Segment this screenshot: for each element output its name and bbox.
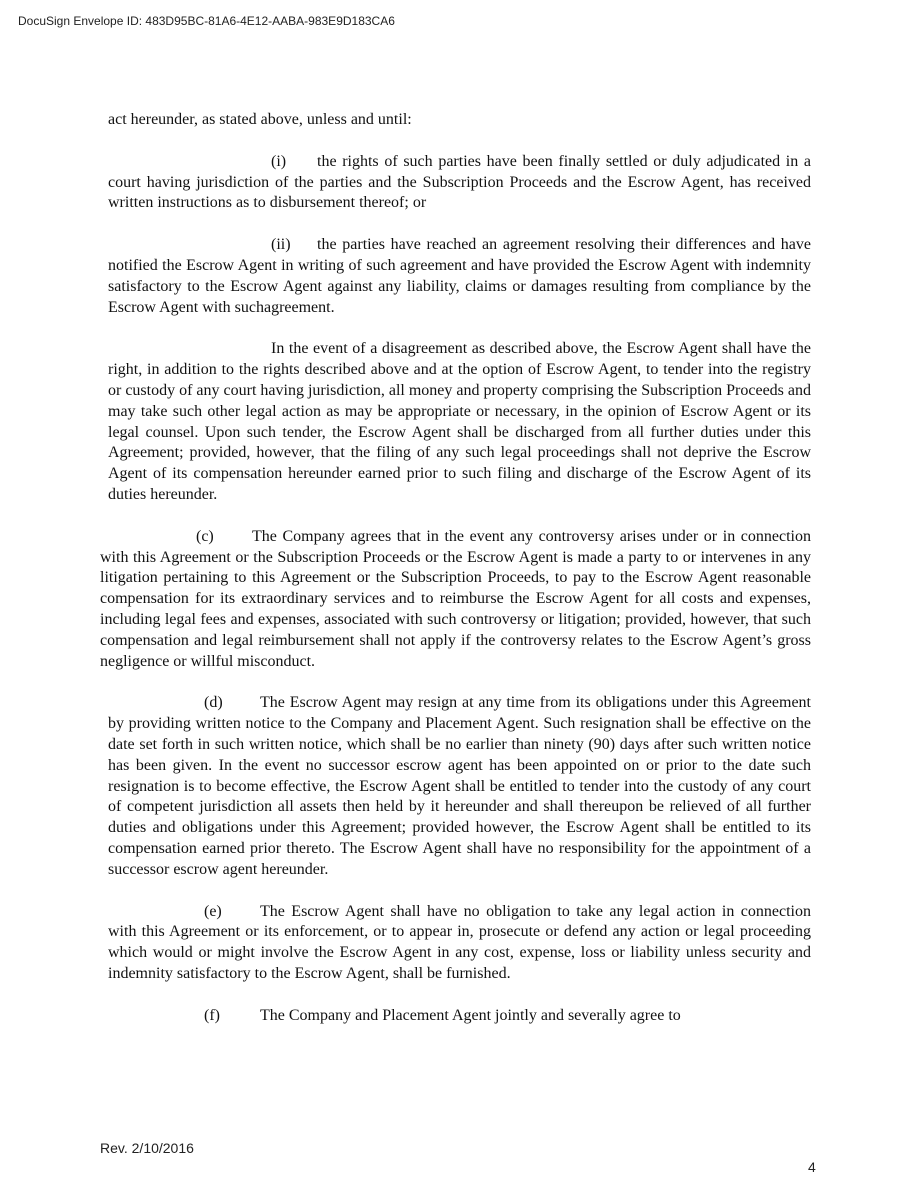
section-d-label: (d)	[204, 694, 223, 712]
disagreement-paragraph	[108, 339, 811, 505]
section-e-label: (e)	[204, 902, 222, 920]
clause-i	[108, 152, 811, 214]
section-c-text: The Company agrees that in the event any controversy arises under or in connection with this Agreement or the Subscription Proceeds or the Escrow Agent is made a party to or intervenes in any litigation pertaining to this Agreement or the Subscription Proceeds, to pay to the Escrow Agent reasonable compensation for its extraordinary services and to reimburse the Escrow Agent for all costs and expenses, including legal fees and expenses, associated with such controversy or litigation; provided, however, that such compensation and legal reimbursement shall not apply if the controversy relates to the Escrow Agent’s gross negligence or willful misconduct.	[100, 527, 811, 670]
section-c	[100, 527, 811, 673]
intro-paragraph: act hereunder, as stated above, unless and until:	[108, 111, 412, 128]
clause-ii-label: (ii)	[271, 236, 291, 254]
section-e-text: The Escrow Agent shall have no obligation to take any legal action in connection with this Agreement or its enforcement, or to appear in, prosecute or defend any action or legal proceeding which would or might involve the Escrow Agent in any cost, expense, loss or liability unless security and indemnity satisfactory to the Escrow Agent, shall be furnished.	[108, 902, 811, 982]
clause-ii-text: the parties have reached an agreement resolving their differences and have notified the Escrow Agent in writing of such agreement and have provided the Escrow Agent with indemnity satisfactory to the Escrow Agent against any liability, claims or damages resulting from compliance by the Escrow Agent with suchagreement.	[108, 236, 811, 316]
clause-ii	[108, 235, 811, 318]
section-e	[108, 902, 811, 985]
section-f-text: The Company and Placement Agent jointly and severally agree to	[260, 1006, 681, 1024]
document-body	[100, 110, 811, 1047]
section-f	[108, 1006, 811, 1027]
section-c-label: (c)	[196, 527, 214, 545]
disagreement-text: In the event of a disagreement as described above, the Escrow Agent shall have the right, in addition to the rights described above and at the option of Escrow Agent, to tender into the registry or custody of any court having jurisdiction, all money and property comprising the Subscription Proceeds and may take such other legal action as may be appropriate or necessary, in the opinion of Escrow Agent or its legal counsel. Upon such tender, the Escrow Agent shall be discharged from all further duties under this Agreement; provided, however, that the filing of any such legal proceedings shall not deprive the Escrow Agent of its compensation hereunder earned prior to such filing and discharge of the Escrow Agent of its duties hereunder.	[108, 340, 811, 503]
docusign-envelope-id: DocuSign Envelope ID: 483D95BC-81A6-4E12-AABA-983E9D183CA6	[18, 14, 395, 28]
clause-i-label: (i)	[271, 152, 287, 170]
clause-i-text: the rights of such parties have been finally settled or duly adjudicated in a court having jurisdiction of the parties and the Subscription Proceeds and the Escrow Agent, has received written instructions as to disbursement thereof; or	[108, 152, 811, 212]
section-d-text: The Escrow Agent may resign at any time from its obligations under this Agreement by providing written notice to the Company and Placement Agent. Such resignation shall be effective on the date set forth in such written notice, which shall be no earlier than ninety (90) days after such written notice has been given. In the event no successor escrow agent has been appointed on or prior to the date such resignation is to become effective, the Escrow Agent shall be entitled to tender into the custody of any court of competent jurisdiction all assets then held by it hereunder and shall thereupon be relieved of all further duties and obligations under this Agreement; provided however, the Escrow Agent shall be entitled to its compensation earned prior thereto. The Escrow Agent shall have no responsibility for the appointment of a successor escrow agent hereunder.	[108, 694, 811, 878]
section-f-label: (f)	[204, 1006, 220, 1024]
revision-date: Rev. 2/10/2016	[100, 1140, 194, 1156]
section-d	[108, 693, 811, 880]
page-number: 4	[808, 1159, 816, 1175]
